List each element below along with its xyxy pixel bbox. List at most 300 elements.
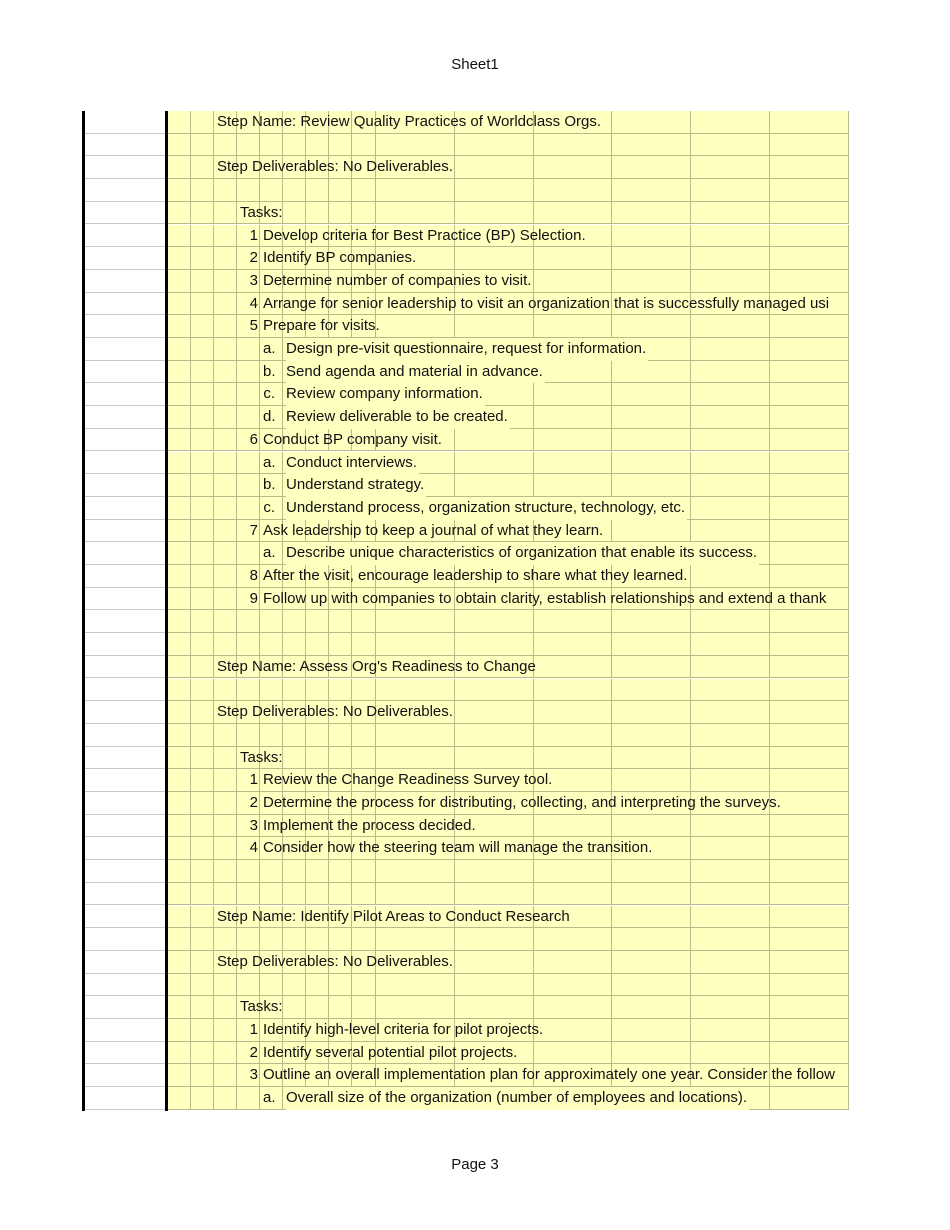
grid-cell[interactable] <box>455 724 534 747</box>
grid-cell[interactable] <box>191 610 214 633</box>
grid-cell[interactable] <box>283 747 306 770</box>
grid-cell[interactable] <box>82 747 168 770</box>
grid-cell[interactable] <box>283 860 306 883</box>
grid-cell[interactable] <box>534 1042 612 1065</box>
grid-cell[interactable] <box>214 724 237 747</box>
grid-cell[interactable] <box>214 996 237 1019</box>
grid-cell[interactable] <box>82 361 168 384</box>
grid-cell[interactable] <box>376 679 455 702</box>
grid-cell[interactable] <box>376 315 455 338</box>
grid-cell[interactable] <box>283 610 306 633</box>
grid-cell[interactable] <box>191 996 214 1019</box>
grid-cell[interactable] <box>770 134 849 157</box>
grid-cell[interactable] <box>168 610 191 633</box>
grid-cell[interactable] <box>82 315 168 338</box>
grid-cell[interactable] <box>214 247 237 270</box>
grid-cell[interactable] <box>214 497 237 520</box>
grid-cell[interactable] <box>283 134 306 157</box>
grid-cell[interactable] <box>168 111 191 134</box>
grid-cell[interactable] <box>214 1042 237 1065</box>
grid-cell[interactable] <box>770 111 849 134</box>
grid-cell[interactable] <box>455 134 534 157</box>
grid-cell[interactable] <box>214 225 237 248</box>
grid-cell[interactable] <box>534 202 612 225</box>
grid-cell[interactable] <box>612 724 691 747</box>
grid-cell[interactable] <box>82 860 168 883</box>
grid-cell[interactable] <box>455 429 534 452</box>
grid-cell[interactable] <box>168 315 191 338</box>
grid-cell[interactable] <box>612 679 691 702</box>
grid-cell[interactable] <box>376 860 455 883</box>
grid-cell[interactable] <box>214 679 237 702</box>
grid-cell[interactable] <box>260 610 283 633</box>
grid-cell[interactable] <box>82 610 168 633</box>
grid-cell[interactable] <box>376 610 455 633</box>
grid-cell[interactable] <box>306 883 329 906</box>
grid-cell[interactable] <box>534 361 612 384</box>
grid-cell[interactable] <box>283 633 306 656</box>
grid-cell[interactable] <box>306 679 329 702</box>
grid-cell[interactable] <box>168 179 191 202</box>
grid-cell[interactable] <box>770 542 849 565</box>
grid-cell[interactable] <box>770 996 849 1019</box>
grid-cell[interactable] <box>306 996 329 1019</box>
grid-cell[interactable] <box>352 610 376 633</box>
grid-cell[interactable] <box>770 225 849 248</box>
grid-cell[interactable] <box>82 837 168 860</box>
grid-cell[interactable] <box>534 429 612 452</box>
grid-cell[interactable] <box>691 974 770 997</box>
grid-cell[interactable] <box>352 747 376 770</box>
grid-cell[interactable] <box>214 270 237 293</box>
grid-cell[interactable] <box>168 542 191 565</box>
grid-cell[interactable] <box>770 928 849 951</box>
grid-cell[interactable] <box>376 202 455 225</box>
grid-cell[interactable] <box>612 1042 691 1065</box>
grid-cell[interactable] <box>770 747 849 770</box>
grid-cell[interactable] <box>770 179 849 202</box>
grid-cell[interactable] <box>612 815 691 838</box>
grid-cell[interactable] <box>770 837 849 860</box>
grid-cell[interactable] <box>329 679 352 702</box>
grid-cell[interactable] <box>691 225 770 248</box>
grid-cell[interactable] <box>260 679 283 702</box>
grid-cell[interactable] <box>770 520 849 543</box>
grid-cell[interactable] <box>82 928 168 951</box>
grid-cell[interactable] <box>82 406 168 429</box>
grid-cell[interactable] <box>191 588 214 611</box>
grid-cell[interactable] <box>691 247 770 270</box>
grid-cell[interactable] <box>352 724 376 747</box>
grid-cell[interactable] <box>455 247 534 270</box>
grid-cell[interactable] <box>329 996 352 1019</box>
grid-cell[interactable] <box>691 883 770 906</box>
grid-cell[interactable] <box>691 361 770 384</box>
grid-cell[interactable] <box>306 747 329 770</box>
grid-cell[interactable] <box>82 1042 168 1065</box>
grid-cell[interactable] <box>455 928 534 951</box>
grid-cell[interactable] <box>283 974 306 997</box>
grid-cell[interactable] <box>691 996 770 1019</box>
grid-cell[interactable] <box>168 906 191 929</box>
grid-cell[interactable] <box>168 815 191 838</box>
grid-cell[interactable] <box>82 792 168 815</box>
grid-cell[interactable] <box>534 406 612 429</box>
grid-cell[interactable] <box>214 633 237 656</box>
grid-cell[interactable] <box>191 134 214 157</box>
grid-cell[interactable] <box>455 179 534 202</box>
grid-cell[interactable] <box>612 111 691 134</box>
grid-cell[interactable] <box>691 429 770 452</box>
grid-cell[interactable] <box>82 906 168 929</box>
grid-cell[interactable] <box>691 656 770 679</box>
grid-cell[interactable] <box>214 338 237 361</box>
grid-cell[interactable] <box>214 474 237 497</box>
grid-cell[interactable] <box>82 293 168 316</box>
grid-cell[interactable] <box>168 383 191 406</box>
grid-cell[interactable] <box>329 974 352 997</box>
grid-cell[interactable] <box>534 860 612 883</box>
grid-cell[interactable] <box>770 679 849 702</box>
grid-cell[interactable] <box>237 497 260 520</box>
grid-cell[interactable] <box>612 474 691 497</box>
grid-cell[interactable] <box>82 247 168 270</box>
grid-cell[interactable] <box>329 633 352 656</box>
grid-cell[interactable] <box>82 656 168 679</box>
grid-cell[interactable] <box>534 747 612 770</box>
grid-cell[interactable] <box>691 837 770 860</box>
grid-cell[interactable] <box>82 951 168 974</box>
grid-cell[interactable] <box>214 928 237 951</box>
grid-cell[interactable] <box>283 202 306 225</box>
grid-cell[interactable] <box>534 452 612 475</box>
grid-cell[interactable] <box>306 724 329 747</box>
grid-cell[interactable] <box>612 769 691 792</box>
grid-cell[interactable] <box>168 202 191 225</box>
grid-cell[interactable] <box>534 974 612 997</box>
grid-cell[interactable] <box>691 497 770 520</box>
grid-cell[interactable] <box>534 247 612 270</box>
grid-cell[interactable] <box>306 610 329 633</box>
grid-cell[interactable] <box>168 860 191 883</box>
grid-cell[interactable] <box>612 383 691 406</box>
grid-cell[interactable] <box>237 383 260 406</box>
grid-cell[interactable] <box>306 974 329 997</box>
grid-cell[interactable] <box>691 951 770 974</box>
grid-cell[interactable] <box>691 338 770 361</box>
grid-cell[interactable] <box>82 497 168 520</box>
grid-cell[interactable] <box>691 815 770 838</box>
grid-cell[interactable] <box>168 701 191 724</box>
grid-cell[interactable] <box>534 656 612 679</box>
grid-cell[interactable] <box>168 974 191 997</box>
grid-cell[interactable] <box>455 315 534 338</box>
grid-cell[interactable] <box>534 633 612 656</box>
grid-cell[interactable] <box>352 679 376 702</box>
grid-cell[interactable] <box>214 1019 237 1042</box>
grid-cell[interactable] <box>237 860 260 883</box>
grid-cell[interactable] <box>237 179 260 202</box>
grid-cell[interactable] <box>168 883 191 906</box>
grid-cell[interactable] <box>168 247 191 270</box>
grid-cell[interactable] <box>329 860 352 883</box>
grid-cell[interactable] <box>691 406 770 429</box>
grid-cell[interactable] <box>691 610 770 633</box>
grid-cell[interactable] <box>455 633 534 656</box>
grid-cell[interactable] <box>770 610 849 633</box>
grid-cell[interactable] <box>770 361 849 384</box>
grid-cell[interactable] <box>283 883 306 906</box>
grid-cell[interactable] <box>191 225 214 248</box>
grid-cell[interactable] <box>770 883 849 906</box>
grid-cell[interactable] <box>237 633 260 656</box>
grid-cell[interactable] <box>82 474 168 497</box>
grid-cell[interactable] <box>770 156 849 179</box>
grid-cell[interactable] <box>612 656 691 679</box>
grid-cell[interactable] <box>168 429 191 452</box>
grid-cell[interactable] <box>612 951 691 974</box>
grid-cell[interactable] <box>612 156 691 179</box>
grid-cell[interactable] <box>329 928 352 951</box>
grid-cell[interactable] <box>534 156 612 179</box>
grid-cell[interactable] <box>612 134 691 157</box>
grid-cell[interactable] <box>82 520 168 543</box>
grid-cell[interactable] <box>237 542 260 565</box>
grid-cell[interactable] <box>82 815 168 838</box>
grid-cell[interactable] <box>214 747 237 770</box>
grid-cell[interactable] <box>329 610 352 633</box>
grid-cell[interactable] <box>191 837 214 860</box>
grid-cell[interactable] <box>82 565 168 588</box>
grid-cell[interactable] <box>455 156 534 179</box>
grid-cell[interactable] <box>612 610 691 633</box>
grid-cell[interactable] <box>191 656 214 679</box>
grid-cell[interactable] <box>168 724 191 747</box>
grid-cell[interactable] <box>691 156 770 179</box>
grid-cell[interactable] <box>691 906 770 929</box>
grid-cell[interactable] <box>191 951 214 974</box>
grid-cell[interactable] <box>534 179 612 202</box>
grid-cell[interactable] <box>191 883 214 906</box>
grid-cell[interactable] <box>352 996 376 1019</box>
grid-cell[interactable] <box>612 315 691 338</box>
grid-cell[interactable] <box>214 315 237 338</box>
grid-cell[interactable] <box>770 338 849 361</box>
grid-cell[interactable] <box>191 724 214 747</box>
grid-cell[interactable] <box>191 906 214 929</box>
grid-cell[interactable] <box>191 383 214 406</box>
grid-cell[interactable] <box>329 724 352 747</box>
grid-cell[interactable] <box>770 769 849 792</box>
grid-cell[interactable] <box>237 338 260 361</box>
grid-cell[interactable] <box>260 134 283 157</box>
grid-cell[interactable] <box>191 247 214 270</box>
grid-cell[interactable] <box>612 270 691 293</box>
grid-cell[interactable] <box>82 111 168 134</box>
grid-cell[interactable] <box>191 974 214 997</box>
grid-cell[interactable] <box>214 1064 237 1087</box>
grid-cell[interactable] <box>770 565 849 588</box>
grid-cell[interactable] <box>260 179 283 202</box>
grid-cell[interactable] <box>214 837 237 860</box>
grid-cell[interactable] <box>534 928 612 951</box>
grid-cell[interactable] <box>237 474 260 497</box>
grid-cell[interactable] <box>168 1064 191 1087</box>
grid-cell[interactable] <box>168 134 191 157</box>
grid-cell[interactable] <box>214 383 237 406</box>
grid-cell[interactable] <box>691 701 770 724</box>
grid-cell[interactable] <box>191 1019 214 1042</box>
grid-cell[interactable] <box>612 1019 691 1042</box>
grid-cell[interactable] <box>770 951 849 974</box>
grid-cell[interactable] <box>191 111 214 134</box>
grid-cell[interactable] <box>455 701 534 724</box>
grid-cell[interactable] <box>260 928 283 951</box>
grid-cell[interactable] <box>534 996 612 1019</box>
grid-cell[interactable] <box>612 996 691 1019</box>
grid-cell[interactable] <box>237 134 260 157</box>
grid-cell[interactable] <box>214 134 237 157</box>
grid-cell[interactable] <box>534 701 612 724</box>
grid-cell[interactable] <box>455 452 534 475</box>
grid-cell[interactable] <box>534 474 612 497</box>
grid-cell[interactable] <box>612 860 691 883</box>
grid-cell[interactable] <box>82 383 168 406</box>
grid-cell[interactable] <box>612 361 691 384</box>
grid-cell[interactable] <box>82 270 168 293</box>
grid-cell[interactable] <box>168 361 191 384</box>
grid-cell[interactable] <box>352 179 376 202</box>
grid-cell[interactable] <box>770 701 849 724</box>
grid-cell[interactable] <box>191 338 214 361</box>
grid-cell[interactable] <box>82 156 168 179</box>
grid-cell[interactable] <box>283 179 306 202</box>
grid-cell[interactable] <box>455 860 534 883</box>
grid-cell[interactable] <box>82 701 168 724</box>
grid-cell[interactable] <box>82 996 168 1019</box>
grid-cell[interactable] <box>376 747 455 770</box>
grid-cell[interactable] <box>191 270 214 293</box>
grid-cell[interactable] <box>214 588 237 611</box>
grid-cell[interactable] <box>612 520 691 543</box>
grid-cell[interactable] <box>770 406 849 429</box>
grid-cell[interactable] <box>691 134 770 157</box>
grid-cell[interactable] <box>306 134 329 157</box>
grid-cell[interactable] <box>191 1042 214 1065</box>
grid-cell[interactable] <box>260 974 283 997</box>
grid-cell[interactable] <box>168 156 191 179</box>
grid-cell[interactable] <box>191 474 214 497</box>
grid-cell[interactable] <box>534 724 612 747</box>
grid-cell[interactable] <box>260 633 283 656</box>
grid-cell[interactable] <box>691 633 770 656</box>
grid-cell[interactable] <box>534 383 612 406</box>
grid-cell[interactable] <box>168 1042 191 1065</box>
grid-cell[interactable] <box>191 520 214 543</box>
grid-cell[interactable] <box>376 928 455 951</box>
grid-cell[interactable] <box>168 792 191 815</box>
grid-cell[interactable] <box>168 656 191 679</box>
grid-cell[interactable] <box>612 179 691 202</box>
grid-cell[interactable] <box>214 974 237 997</box>
grid-cell[interactable] <box>612 202 691 225</box>
grid-cell[interactable] <box>191 429 214 452</box>
grid-cell[interactable] <box>612 429 691 452</box>
grid-cell[interactable] <box>612 406 691 429</box>
grid-cell[interactable] <box>691 270 770 293</box>
grid-cell[interactable] <box>770 1087 849 1110</box>
grid-cell[interactable] <box>770 429 849 452</box>
grid-cell[interactable] <box>168 225 191 248</box>
grid-cell[interactable] <box>82 179 168 202</box>
grid-cell[interactable] <box>691 679 770 702</box>
grid-cell[interactable] <box>376 996 455 1019</box>
grid-cell[interactable] <box>191 1087 214 1110</box>
grid-cell[interactable] <box>455 883 534 906</box>
grid-cell[interactable] <box>237 974 260 997</box>
grid-cell[interactable] <box>770 906 849 929</box>
grid-cell[interactable] <box>691 724 770 747</box>
grid-cell[interactable] <box>214 293 237 316</box>
grid-cell[interactable] <box>82 338 168 361</box>
grid-cell[interactable] <box>455 996 534 1019</box>
grid-cell[interactable] <box>191 406 214 429</box>
grid-cell[interactable] <box>82 679 168 702</box>
grid-cell[interactable] <box>770 724 849 747</box>
grid-cell[interactable] <box>770 383 849 406</box>
grid-cell[interactable] <box>691 383 770 406</box>
grid-cell[interactable] <box>534 951 612 974</box>
grid-cell[interactable] <box>168 1019 191 1042</box>
grid-cell[interactable] <box>214 792 237 815</box>
grid-cell[interactable] <box>214 542 237 565</box>
grid-cell[interactable] <box>455 974 534 997</box>
grid-cell[interactable] <box>168 474 191 497</box>
grid-cell[interactable] <box>168 747 191 770</box>
grid-cell[interactable] <box>168 633 191 656</box>
grid-cell[interactable] <box>534 610 612 633</box>
grid-cell[interactable] <box>260 860 283 883</box>
grid-cell[interactable] <box>612 906 691 929</box>
grid-cell[interactable] <box>770 315 849 338</box>
grid-cell[interactable] <box>306 633 329 656</box>
grid-cell[interactable] <box>534 134 612 157</box>
grid-cell[interactable] <box>214 815 237 838</box>
grid-cell[interactable] <box>82 452 168 475</box>
grid-cell[interactable] <box>329 747 352 770</box>
grid-cell[interactable] <box>691 111 770 134</box>
grid-cell[interactable] <box>306 928 329 951</box>
grid-cell[interactable] <box>191 860 214 883</box>
grid-cell[interactable] <box>352 974 376 997</box>
grid-cell[interactable] <box>455 951 534 974</box>
grid-cell[interactable] <box>191 179 214 202</box>
grid-cell[interactable] <box>770 474 849 497</box>
grid-cell[interactable] <box>283 928 306 951</box>
grid-cell[interactable] <box>612 225 691 248</box>
grid-cell[interactable] <box>168 452 191 475</box>
grid-cell[interactable] <box>214 361 237 384</box>
grid-cell[interactable] <box>168 928 191 951</box>
grid-cell[interactable] <box>214 202 237 225</box>
grid-cell[interactable] <box>168 679 191 702</box>
grid-cell[interactable] <box>691 928 770 951</box>
grid-cell[interactable] <box>352 134 376 157</box>
grid-cell[interactable] <box>191 452 214 475</box>
grid-cell[interactable] <box>168 837 191 860</box>
grid-cell[interactable] <box>306 860 329 883</box>
grid-cell[interactable] <box>376 724 455 747</box>
